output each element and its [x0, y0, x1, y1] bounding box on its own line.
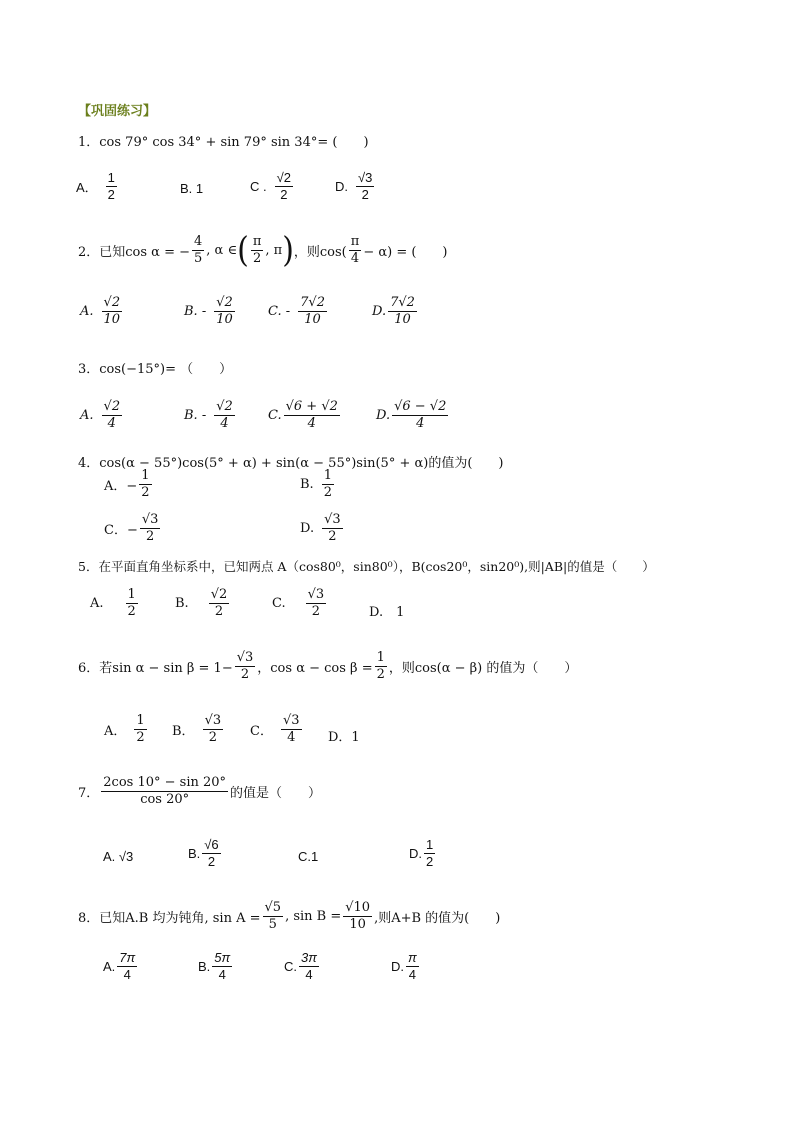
q4-option-c: C．− $\frac{√3}{2}$	[104, 512, 159, 544]
q6-option-c: C． $\frac{√3}{4}$	[250, 713, 300, 745]
q6-option-a: A． $\frac{1}{2}$	[104, 713, 145, 745]
q2-option-d: D. $\frac{7√2}{10}$	[372, 295, 415, 327]
q2-option-c: C. - $\frac{7√2}{10}$	[268, 295, 325, 327]
q8-option-c: C. $\frac{3\pi}{4}$	[284, 950, 317, 982]
question-3-stem: 3．cos(−15°)= （ ）	[78, 362, 233, 377]
question-5-stem: 5．在平面直角坐标系中，已知两点 A（cos80⁰，sin80⁰），B(cos20⁰，sin20⁰),则|AB|的值是（ ）	[78, 559, 655, 574]
q1-option-b: B. 1	[180, 181, 204, 196]
q5-option-a: A. $\frac{1}{2}$	[90, 587, 136, 619]
question-4-stem: 4．cos(α − 55°)cos(5° + α) + sin(α − 55°)sin(5° + α)的值为( )	[78, 456, 504, 471]
q4-option-d: D. $\frac{√3}{2}$	[300, 512, 341, 544]
question-1-stem: 1．cos 79° cos 34° + sin 79° sin 34°= ( )	[78, 135, 369, 150]
question-6-stem: 6．若sin α − sin β = 1− $\frac{√3}{2}$ ，cos α − cos β = $\frac{1}{2}$ ，则cos(α − β) 的值为（ ）	[78, 650, 578, 682]
question-7-stem: 7． $\frac{2\cos 10^\circ - \sin 20^\circ}{\cos 20^\circ}$ 的值是（ ）	[78, 775, 322, 807]
q8-option-a: A. $\frac{7\pi}{4}$	[103, 950, 136, 982]
q7-option-a: A. √3	[103, 849, 134, 864]
q3-option-c: C. $\frac{√6 + √2}{4}$	[268, 399, 338, 431]
section-heading: 【巩固练习】	[78, 104, 157, 119]
q5-option-b: B. $\frac{√2}{2}$	[175, 587, 228, 619]
question-2-stem: 2．已知cos α = − $\frac{4}{5}$ , α ∈ ( $\frac{\pi}{2}$ , π ) ，则cos( $\frac{\pi}{4}$ − α) = ( )	[78, 230, 448, 271]
q3-option-d: D. $\frac{√6 - √2}{4}$	[376, 399, 447, 431]
q8-option-b: B. $\frac{5\pi}{4}$	[198, 950, 231, 982]
q7-option-b: B. $\frac{√6}{2}$	[188, 837, 219, 869]
q8-option-d: D. $\frac{\pi}{4}$	[391, 950, 417, 982]
q3-option-b: B. - $\frac{√2}{4}$	[184, 399, 233, 431]
q1-option-c: C . $\frac{√2}{2}$	[250, 170, 291, 202]
q7-option-d: D. $\frac{1}{2}$	[409, 837, 434, 869]
q4-option-b: B. $\frac{1}{2}$	[300, 468, 332, 500]
q2-option-a: A. $\frac{√2}{10}$	[80, 295, 121, 327]
q7-option-c: C.1	[298, 849, 319, 864]
q3-option-a: A. $\frac{√2}{4}$	[80, 399, 121, 431]
q4-option-a: A．− $\frac{1}{2}$	[104, 468, 150, 500]
q6-option-d: D．1	[328, 730, 360, 745]
q5-option-c: C. $\frac{√3}{2}$	[272, 587, 325, 619]
q6-option-b: B． $\frac{√3}{2}$	[172, 713, 222, 745]
q1-option-a: A． $\frac{1}{2}$	[76, 170, 115, 202]
q5-option-d: D. 1	[369, 605, 405, 620]
q2-option-b: B. - $\frac{√2}{10}$	[184, 295, 233, 327]
q1-option-d: D. $\frac{√3}{2}$	[335, 170, 373, 202]
question-8-stem: 8．已知A.B 均为钝角, sin A = $\frac{√5}{5}$ , sin B = $\frac{√10}{10}$ ,则A+B 的值为( )	[78, 900, 501, 932]
